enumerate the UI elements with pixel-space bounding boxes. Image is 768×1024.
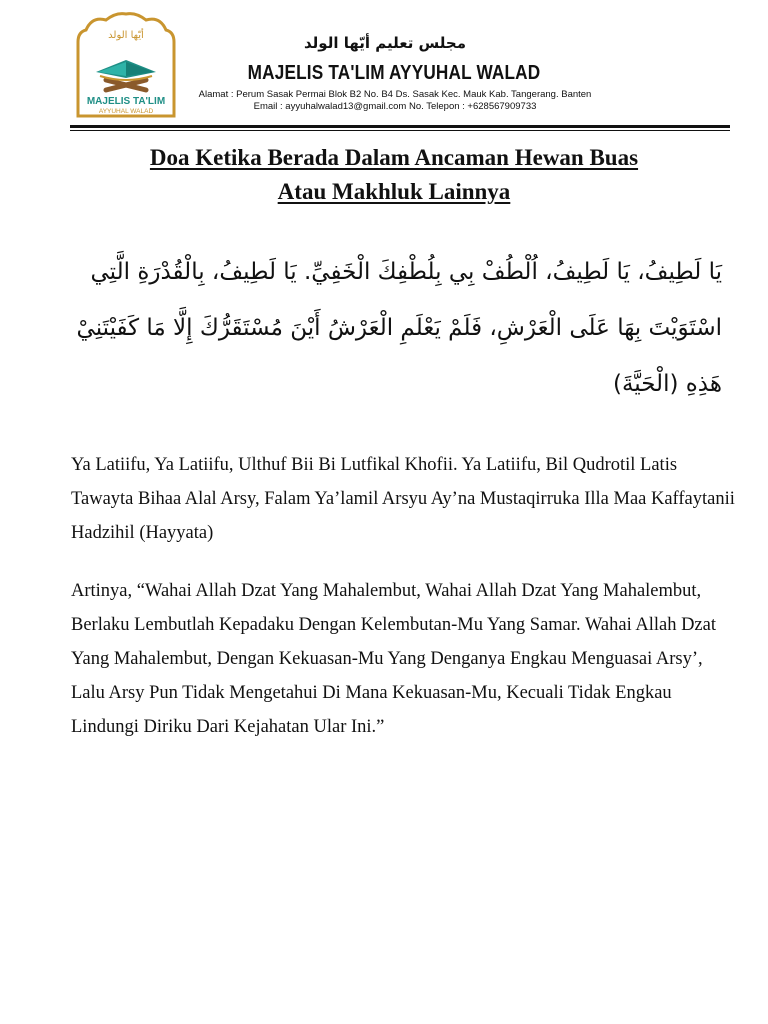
logo-line-2: AYYUHAL WALAD: [98, 108, 154, 115]
org-email-phone: Email : ayyuhalwalad13@gmail.com No. Telepon : +628567909733: [253, 101, 537, 112]
logo-arabic-text: أيّها الولد: [108, 30, 144, 41]
translation-paragraph: Artinya, “Wahai Allah Dzat Yang Mahalembut, Wahai Allah Dzat Yang Mahalembut, Berlaku Lembutlah Kepadaku Dengan Kelembutan-Mu Yang Samar. Wahai Allah Dzat Yang Mahalembut, Dengan Kekuasan-Mu Yang Denganya Engkau Menguasai Arsy’, Lalu Arsy Pun Tidak Mengetahui Di Mana Kekuasan-Mu, Kecuali Tidak Engkau Lindungi Diriku Dari Kejahatan Ular Ini.”: [71, 581, 716, 737]
document-title: [60, 141, 728, 209]
org-arabic-name: مجلس تعليم أيّها الولد: [304, 34, 466, 52]
header-divider: [70, 125, 730, 128]
arabic-prayer: يَا لَطِيفُ، يَا لَطِيفُ، اُلْطُفْ بِي بِلُطْفِكَ الْخَفِيِّ. يَا لَطِيفُ، بِالْقُدْرَةِ الَّتِي اسْتَوَيْتَ بِهَا عَلَى الْعَرْشِ، فَلَمْ يَعْلَمِ الْعَرْشُ أَيْنَ مُسْتَقَرُّكَ إِلَّا مَا كَفَيْتَنِيْ هَذِهِ (الْحَيَّةَ): [76, 259, 722, 397]
title-line-1: Doa Ketika Berada Dalam Ancaman Hewan Buas: [149, 145, 639, 170]
org-address: Alamat : Perum Sasak Permai Blok B2 No. B4 Ds. Sasak Kec. Mauk Kab. Tangerang. Banten: [198, 89, 592, 100]
letterhead: [0, 0, 768, 125]
title-line-2: Atau Makhluk Lainnya: [277, 179, 511, 204]
header-divider-thin: [70, 130, 730, 131]
org-name: MAJELIS TA'LIM AYYUHAL WALAD: [247, 62, 541, 84]
transliteration-paragraph: Ya Latiifu, Ya Latiifu, Ulthuf Bii Bi Lutfikal Khofii. Ya Latiifu, Bil Qudrotil Latis Tawayta Bihaa Alal Arsy, Falam Ya’lamil Arsyu Ay’na Mustaqirruka Illa Maa Kaffaytanii Hadzihil (Hayyata): [71, 455, 735, 543]
majelis-logo: [72, 12, 180, 120]
logo-line-1: MAJELIS TA'LIM: [86, 96, 166, 107]
org-contact-block: [186, 89, 604, 113]
